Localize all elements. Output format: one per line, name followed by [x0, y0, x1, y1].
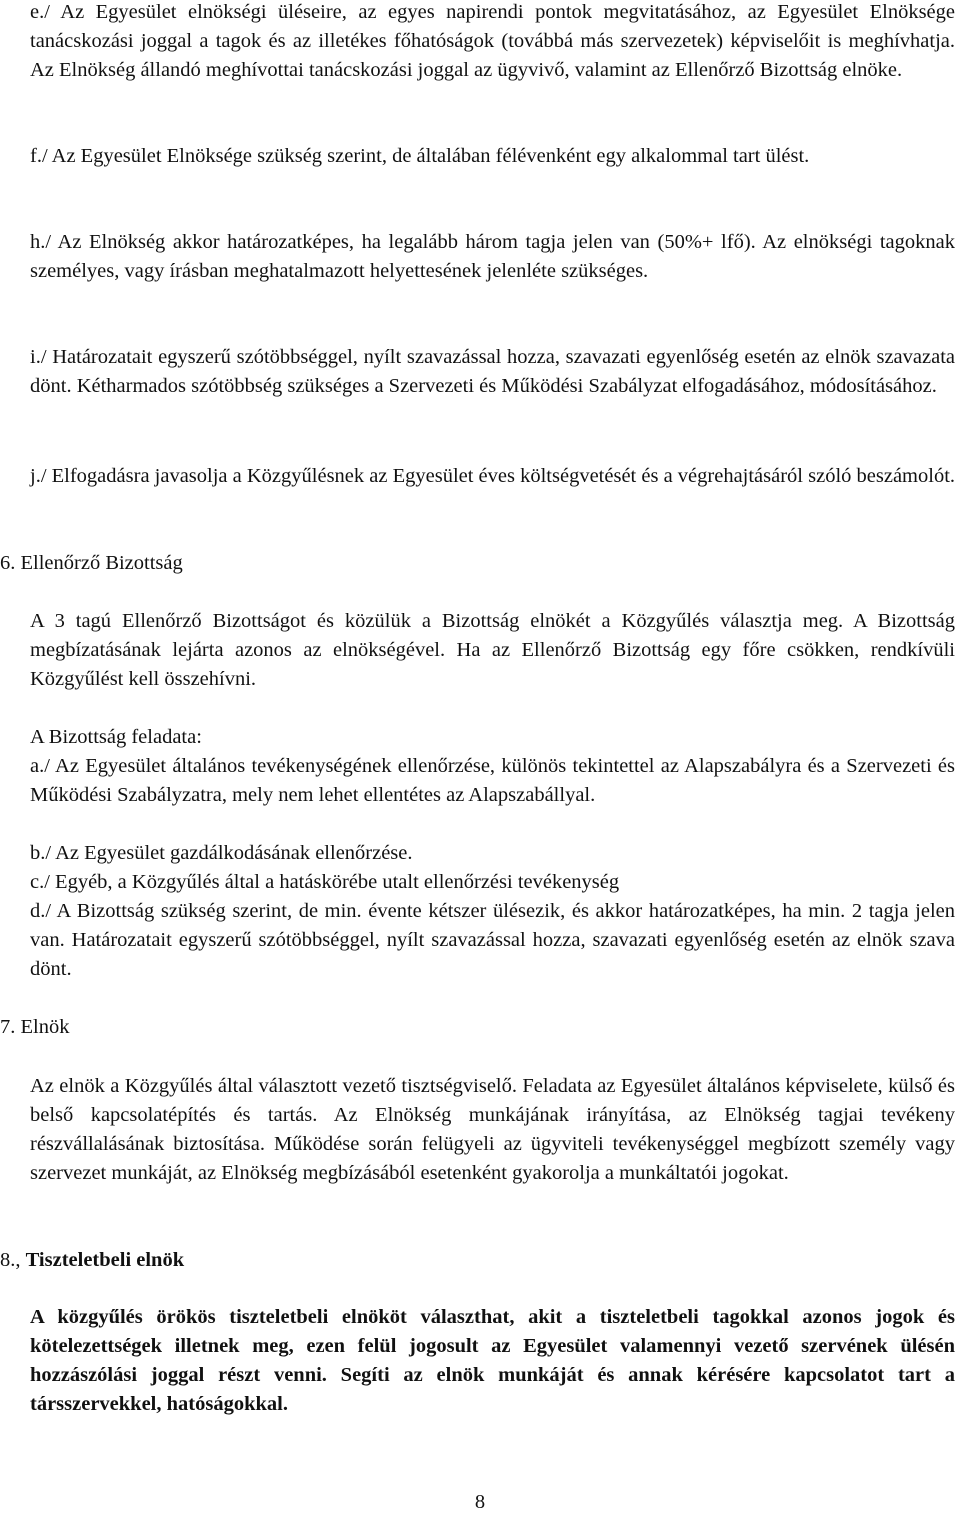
section-7-body: Az elnök a Közgyűlés által választott vezető tisztségviselő. Feladata az Egyesület általános képviselete, külső és belső kapcsolatépítés és tartás. Az Elnökség munkájának irányítása, az Elnökség tagjai tevékeny részvállalásának biztosítása. Működése során felügyeli az ügyviteli tevékenységgel megbízott személy vagy szervezet munkáját, az Elnökség megbízásából esetenként gyakorolja a munkáltatói jogokat.	[30, 1075, 955, 1184]
section-8-body: A közgyűlés örökös tiszteletbeli elnököt választhat, akit a tiszteletbeli tagokkal azonos jogok és kötelezettségek illetnek meg, ezen felül jogosult az Egyesület valamennyi vezető szervének ülésén hozzászólási joggal részt venni. Segíti az elnök munkáját és annak kérésére kapcsolatot tart a társszervekkel, hatóságokkal.	[30, 1306, 955, 1415]
paragraph-f: f./ Az Egyesület Elnöksége szükség szerint, de általában félévenként egy alkalommal tart ülést.	[30, 145, 810, 167]
section-6-heading: 6. Ellenőrző Bizottság	[0, 552, 183, 574]
section-8-title: Tiszteletbeli elnök	[25, 1249, 185, 1271]
section-6-task-b: b./ Az Egyesület gazdálkodásának ellenőrzése.	[30, 842, 413, 864]
paragraph-h: h./ Az Elnökség akkor határozatképes, ha legalább három tagja jelen van (50%+ lfő). Az elnökségi tagoknak személyes, vagy írásban meghatalmazott helyettesének jelenléte szükséges.	[30, 231, 955, 282]
section-6-tasks-label: A Bizottság feladata:	[30, 726, 202, 748]
section-7-heading: 7. Elnök	[0, 1016, 70, 1038]
page-number: 8	[474, 1491, 486, 1513]
section-6-intro: A 3 tagú Ellenőrző Bizottságot és közülük a Bizottság elnökét a Közgyűlés választja meg. A Bizottság megbízatásának lejárta azonos az elnökségével. Ha az Ellenőrző Bizottság egy főre csökken, rendkívüli Közgyűlést kell összehívni.	[30, 610, 955, 690]
section-6-task-c: c./ Egyéb, a Közgyűlés által a hatáskörébe utalt ellenőrzési tevékenység	[30, 871, 620, 893]
section-6-task-d: d./ A Bizottság szükség szerint, de min. évente kétszer ülésezik, és akkor határozatképes, ha min. 2 tagja jelen van. Határozatait egyszerű szótöbbséggel, nyílt szavazással hozza, szavazati egyenlőség esetén az elnök szava dönt.	[30, 900, 955, 980]
section-8-heading	[0, 1246, 184, 1275]
section-8-number: 8.,	[0, 1249, 21, 1271]
section-6-task-a: a./ Az Egyesület általános tevékenységének ellenőrzése, különös tekintettel az Alapszabályra és a Szervezeti és Működési Szabályzatra, mely nem lehet ellentétes az Alapszabállyal.	[30, 755, 955, 806]
paragraph-j: j./ Elfogadásra javasolja a Közgyűlésnek az Egyesület éves költségvetését és a végrehajtásáról szóló beszámolót.	[30, 465, 956, 487]
paragraph-e: e./ Az Egyesület elnökségi üléseire, az egyes napirendi pontok megvitatásához, az Egyesület Elnöksége tanácskozási joggal a tagok és az illetékes főhatóságok (továbbá más szervezetek) képviselőit is meghívhatja. Az Elnökség állandó meghívottai tanácskozási joggal az ügyvivő, valamint az Ellenőrző Bizottság elnöke.	[30, 1, 955, 81]
paragraph-i: i./ Határozatait egyszerű szótöbbséggel, nyílt szavazással hozza, szavazati egyenlőség esetén az elnök szavazata dönt. Kétharmados szótöbbség szükséges a Szervezeti és Működési Szabályzat elfogadásához, módosításához.	[30, 346, 955, 397]
